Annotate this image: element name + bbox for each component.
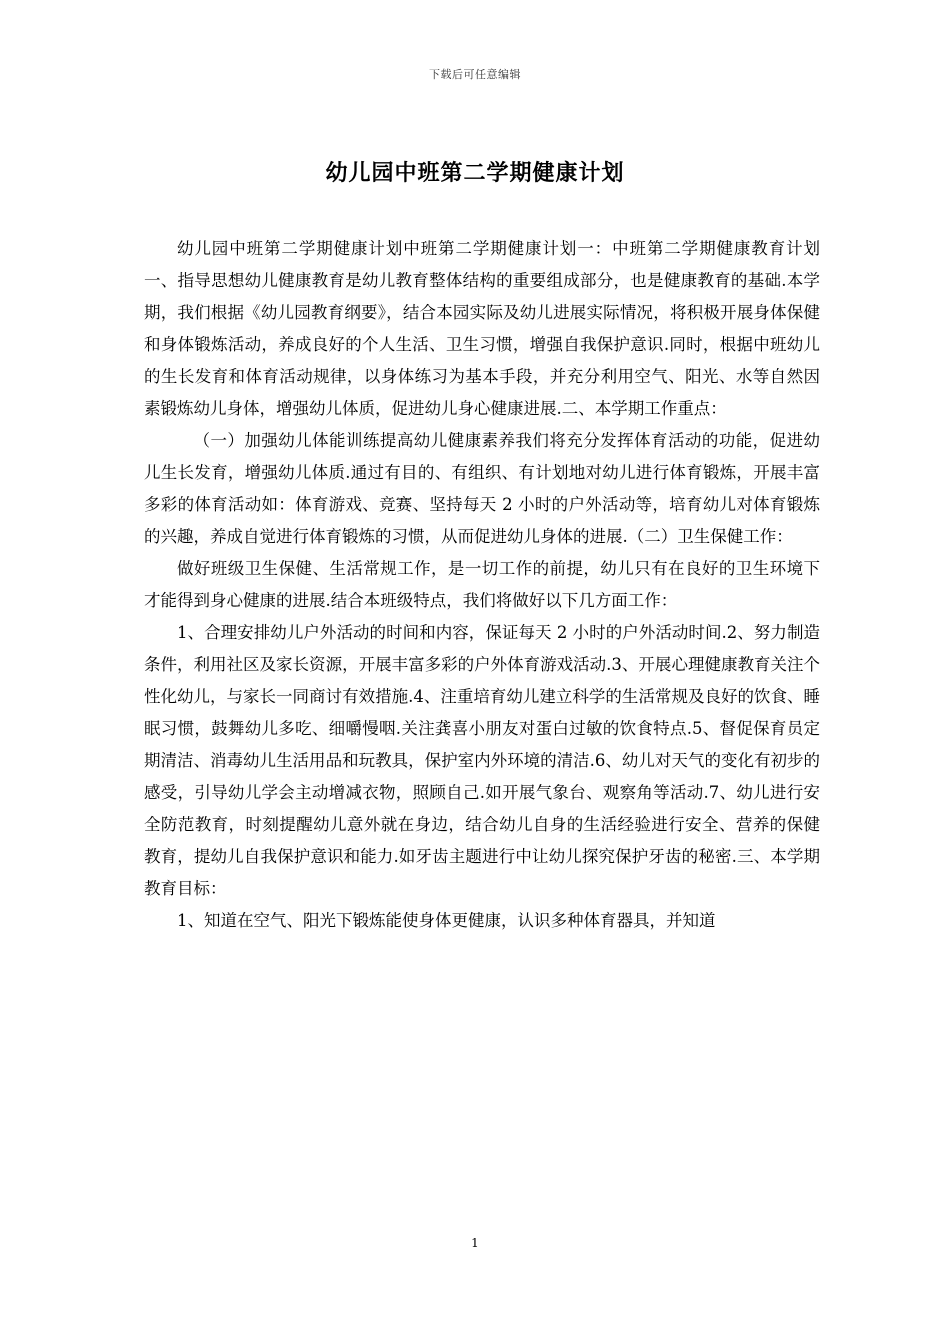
paragraph-section-one: （一）加强幼儿体能训练提高幼儿健康素养我们将充分发挥体育活动的功能，促进幼儿生长发育，增强幼儿体质.通过有目的、有组织、有计划地对幼儿进行体育锻炼，开展丰富多彩的体育活动如：体育游戏、竞赛、坚持每天 2 小时的户外活动等，培育幼儿对体育锻炼的兴趣，养成自觉进行体育锻炼的习惯，从而促进幼儿身体的进展.（二）卫生保健工作： — [144, 431, 820, 546]
paragraph-goals: 1、知道在空气、阳光下锻炼能使身体更健康，认识多种体育器具，并知道 — [177, 911, 716, 930]
document-title: 幼儿园中班第二学期健康计划 — [325, 160, 625, 186]
paragraph-measures: 1、合理安排幼儿户外活动的时间和内容，保证每天 2 小时的户外活动时间.2、努力制造条件，利用社区及家长资源，开展丰富多彩的户外体育游戏活动.3、开展心理健康教育关注个性化幼儿，与家长一同商讨有效措施.4、注重培育幼儿建立科学的生活常规及良好的饮食、睡眠习惯，鼓舞幼儿多吃、细嚼慢咽.关注龚喜小朋友对蛋白过敏的饮食特点.5、督促保育员定期清洁、消毒幼儿生活用品和玩教具，保护室内外环境的清洁.6、幼儿对天气的变化有初步的感受，引导幼儿学会主动增减衣物，照顾自己.如开展气象台、观察角等活动.7、幼儿进行安全防范教育，时刻提醒幼儿意外就在身边，结合幼儿自身的生活经验进行安全、营养的保健教育，提幼儿自我保护意识和能力.如牙齿主题进行中让幼儿探究保护牙齿的秘密.三、本学期教育目标： — [144, 623, 820, 898]
page-number: 1 — [471, 1236, 479, 1250]
header-note: 下载后可任意编辑 — [429, 68, 521, 81]
document-body — [144, 233, 820, 937]
paragraph-hygiene: 做好班级卫生保健、生活常规工作，是一切工作的前提，幼儿只有在良好的卫生环境下才能得到身心健康的进展.结合本班级特点，我们将做好以下几方面工作： — [144, 559, 820, 610]
paragraph-intro: 幼儿园中班第二学期健康计划中班第二学期健康计划一：中班第二学期健康教育计划一、指导思想幼儿健康教育是幼儿教育整体结构的重要组成部分，也是健康教育的基础.本学期，我们根据《幼儿园教育纲要》，结合本园实际及幼儿进展实际情况，将积极开展身体保健和身体锻炼活动，养成良好的个人生活、卫生习惯，增强自我保护意识.同时，根据中班幼儿的生长发育和体育活动规律，以身体练习为基本手段，并充分利用空气、阳光、水等自然因素锻炼幼儿身体，增强幼儿体质，促进幼儿身心健康进展.二、本学期工作重点： — [144, 239, 820, 418]
